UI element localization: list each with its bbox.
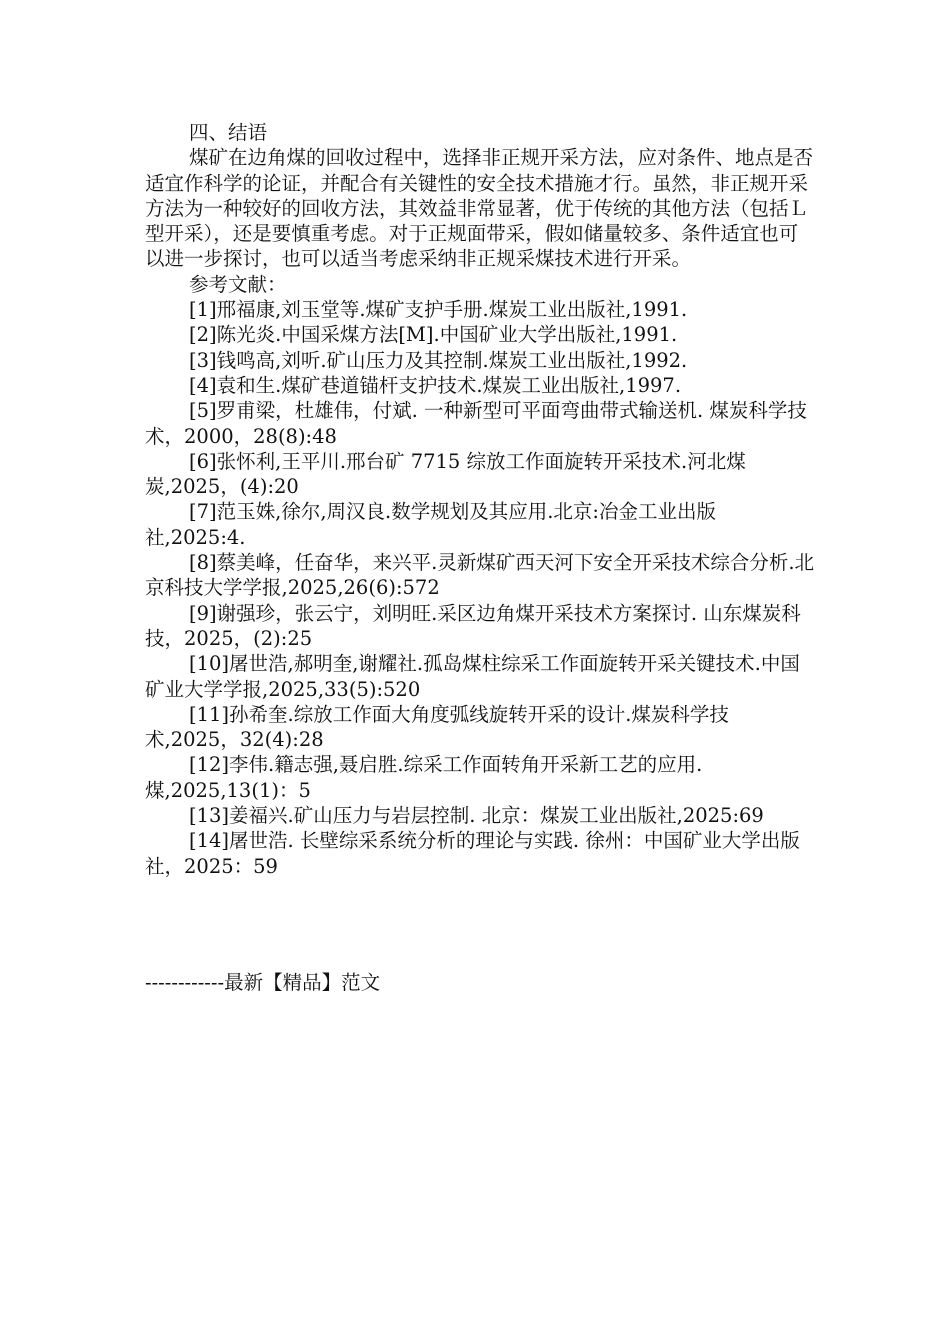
reference-item: [10]屠世浩,郝明奎,谢耀社.孤岛煤柱综采工作面旋转开采关键技术.中国矿业大学学报,2025,33(5):520 xyxy=(145,652,800,701)
reference-item: [9]谢强珍，张云宁，刘明旺.采区边角煤开采技术方案探讨. 山东煤炭科技，2025，(2):25 xyxy=(145,601,801,650)
reference-item: [2]陈光炎.中国采煤方法[M].中国矿业大学出版社,1991. xyxy=(189,323,678,347)
references-list xyxy=(145,297,815,879)
reference-item: [12]李伟.籍志强,聂启胜.综采工作面转角开采新工艺的应用. 煤,2025,13(1)：5 xyxy=(145,753,703,802)
section-title: 四、结语 xyxy=(189,121,268,144)
footer-text: ------------最新【精品】范文 xyxy=(145,971,381,994)
reference-item: [5]罗甫梁，杜雄伟，付斌. 一种新型可平面弯曲带式输送机. 煤炭科学技术，2000，28(8):48 xyxy=(145,399,807,448)
reference-item: [14]屠世浩. 长壁综采系统分析的理论与实践. 徐州：中国矿业大学出版社，2025：59 xyxy=(145,829,800,878)
reference-item: [4]袁和生.煤矿巷道锚杆支护技术.煤炭工业出版社,1997. xyxy=(189,373,682,397)
reference-item: [8]蔡美峰，任奋华，来兴平.灵新煤矿西天河下安全开采技术综合分析.北京科技大学学报,2025,26(6):572 xyxy=(145,551,815,600)
references-heading: 参考文献： xyxy=(189,272,287,296)
document-body xyxy=(145,120,815,879)
reference-item: [13]姜福兴.矿山压力与岩层控制. 北京：煤炭工业出版社,2025:69 xyxy=(189,804,764,828)
reference-item: [1]邢福康,刘玉堂等.煤矿支护手册.煤炭工业出版社,1991. xyxy=(189,298,688,322)
conclusion-paragraph: 煤矿在边角煤的回收过程中，选择非正规开采方法，应对条件、地点是否适宜作科学的论证，并配合有关键性的安全技术措施才行。虽然，非正规开采方法为一种较好的回收方法，其效益非常显著，优于传统的其他方法（包括Ｌ型开采），还是要慎重考虑。对于正规面带采，假如储量较多、条件适宜也可以进一步探讨，也可以适当考虑采纳非正规采煤技术进行开采。 xyxy=(145,146,814,271)
reference-item: [3]钱鸣高,刘听.矿山压力及其控制.煤炭工业出版社,1992. xyxy=(189,348,688,372)
reference-item: [6]张怀利,王平川.邢台矿 7715 综放工作面旋转开采技术.河北煤炭,2025，(4):20 xyxy=(145,449,746,499)
reference-item: [7]范玉姝,徐尔,周汉良.数学规划及其应用.北京:冶金工业出版社,2025:4. xyxy=(145,500,716,549)
reference-item: [11]孙希奎.综放工作面大角度弧线旋转开采的设计.煤炭科学技术,2025，32(4):28 xyxy=(145,702,729,752)
